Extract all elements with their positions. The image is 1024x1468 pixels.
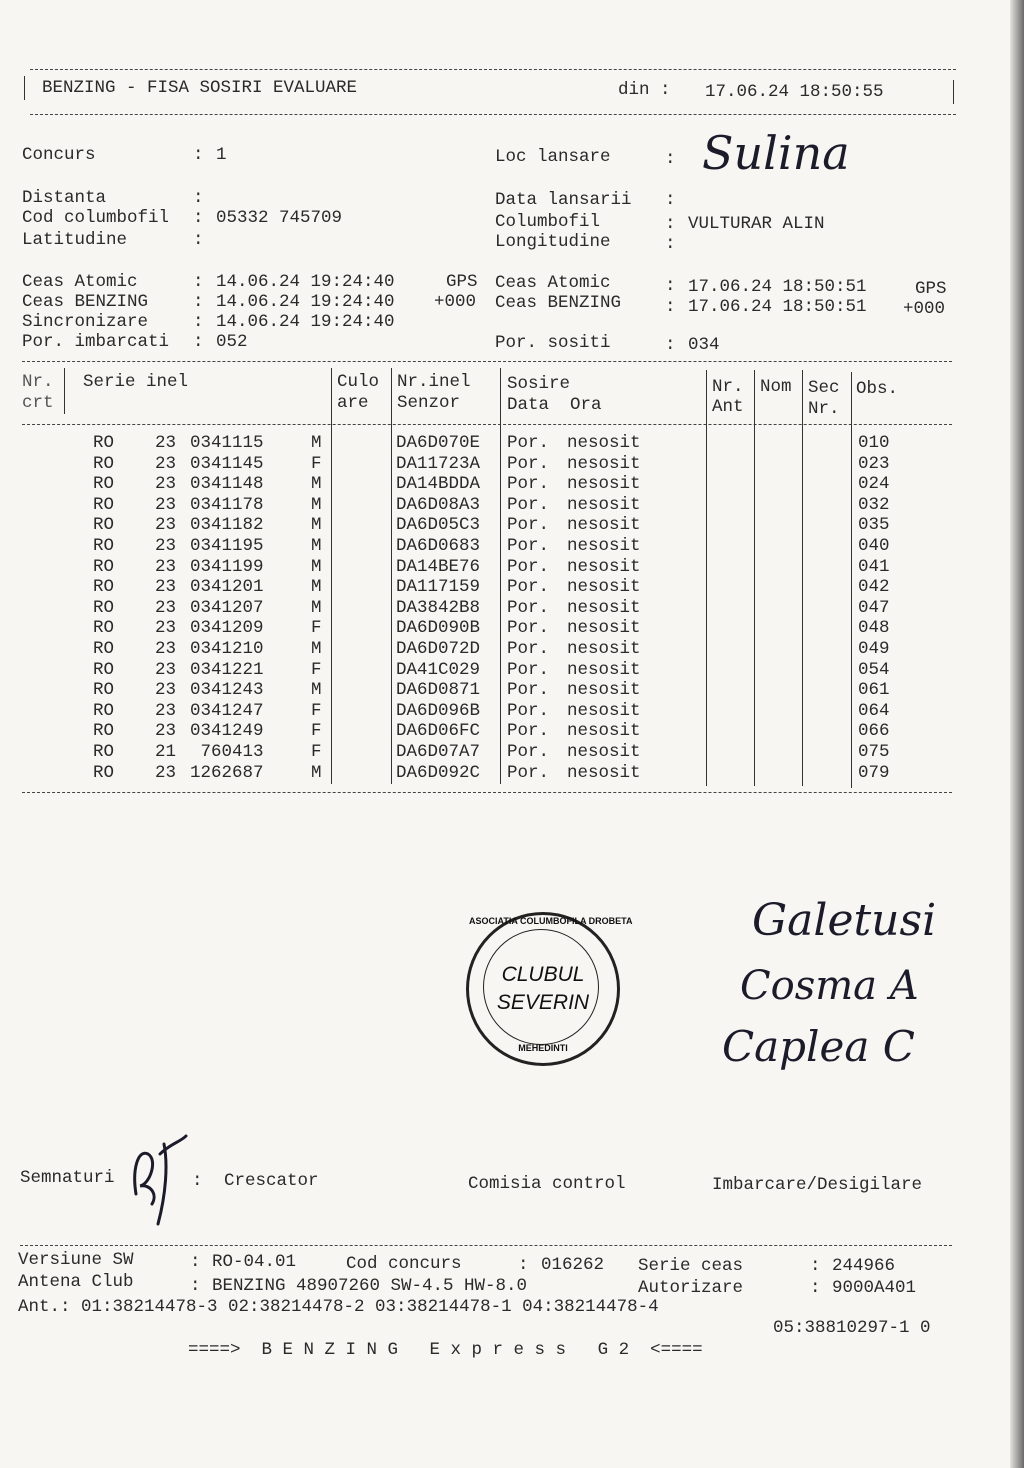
date-value: 17.06.24 18:50:55 [705, 82, 884, 102]
cell-ring: 0341243 [190, 680, 264, 701]
cell-status1: Por. [507, 556, 550, 577]
cell-ring: 0341201 [190, 577, 264, 598]
cell-sex: M [311, 639, 322, 659]
autorizare-value: 9000A401 [832, 1278, 917, 1298]
column-rule [754, 370, 755, 786]
cell-status2: nesosit [567, 742, 641, 762]
colon: : [810, 1256, 821, 1276]
divider [20, 1245, 952, 1246]
versiune-value: RO-04.01 [212, 1252, 297, 1272]
divider [30, 114, 956, 115]
versiune-label: Versiune SW [18, 1250, 134, 1270]
columbofil-label: Columbofil [495, 212, 601, 232]
colon: : [190, 1276, 201, 1296]
cell-sex: F [311, 453, 322, 474]
cell-status2: nesosit [567, 721, 641, 742]
cell-country: RO [93, 494, 115, 515]
stamp-line-2: SEVERIN [496, 991, 590, 1014]
cell-status2: nesosit [567, 700, 641, 721]
cell-status1: Por. [507, 453, 550, 474]
cod-columbofil-value: 05332 745709 [216, 208, 343, 228]
cell-obs: 048 [858, 618, 890, 639]
cell-status2: nesosit [567, 433, 641, 453]
handwritten-signature-2: Cosma A [740, 963, 919, 1009]
cell-status1: Por. [507, 494, 550, 515]
sincronizare-value: 14.06.24 19:24:40 [216, 312, 395, 332]
cell-year: 23 [155, 762, 177, 783]
cell-country: RO [93, 639, 115, 659]
cell-obs: 064 [858, 700, 890, 721]
club-stamp [466, 912, 633, 1066]
ceas-benzing-label-2: Ceas BENZING [495, 293, 622, 313]
breeder-signature [128, 1124, 190, 1228]
cell-status2: nesosit [567, 474, 641, 495]
colon: : [665, 234, 676, 254]
cell-sex: F [311, 659, 322, 680]
cell-year: 23 [155, 474, 177, 495]
cell-year: 23 [155, 721, 177, 742]
divider [22, 361, 952, 362]
cell-sex: M [311, 433, 322, 453]
cell-obs: 040 [858, 536, 890, 556]
cell-sex: M [311, 474, 322, 495]
cell-obs: 035 [858, 515, 890, 536]
sincronizare-label: Sincronizare [22, 312, 149, 332]
colon: : [192, 1171, 203, 1191]
cell-status2: nesosit [567, 597, 641, 618]
cell-country: RO [93, 453, 115, 474]
comisia-control-label: Comisia control [468, 1174, 626, 1194]
cell-country: RO [93, 721, 115, 742]
cell-obs: 032 [858, 494, 890, 515]
longitudine-label: Longitudine [495, 232, 611, 252]
handwritten-signature-3: Caplea C [722, 1022, 915, 1071]
cell-country: RO [93, 680, 115, 701]
cell-sex: F [311, 742, 322, 762]
cell-country: RO [93, 597, 115, 618]
cell-country: RO [93, 556, 115, 577]
cell-year: 23 [155, 639, 177, 659]
cell-sex: M [311, 536, 322, 556]
cell-ring: 1262687 [190, 762, 264, 783]
colon: : [193, 272, 204, 292]
scan-edge [1010, 0, 1024, 1468]
ceas-benzing-end-suffix: +000 [903, 299, 946, 319]
cell-country: RO [93, 700, 115, 721]
cell-sex: F [311, 721, 322, 742]
cell-year: 23 [155, 659, 177, 680]
cell-obs: 041 [858, 556, 890, 577]
cell-obs: 066 [858, 721, 890, 742]
cell-status2: nesosit [567, 494, 641, 515]
antenna-list: Ant.: 01:38214478-3 02:38214478-2 03:38214478-1 04:38214478-4 [18, 1297, 659, 1317]
cell-year: 23 [155, 536, 177, 556]
header-sec: Sec [808, 378, 840, 398]
colon: : [665, 149, 676, 169]
cell-ring: 0341115 [190, 433, 264, 453]
cell-status1: Por. [507, 762, 550, 783]
cell-ring: 0341210 [190, 639, 264, 659]
antena-label: Antena Club [18, 1272, 134, 1292]
cell-status2: nesosit [567, 639, 641, 659]
cell-year: 23 [155, 680, 177, 701]
column-rule [706, 370, 707, 786]
divider [30, 69, 956, 70]
header-serie-inel: Serie inel [83, 372, 189, 392]
antena-value: BENZING 48907260 SW-4.5 HW-8.0 [212, 1276, 528, 1296]
column-rule [391, 368, 392, 784]
cell-country: RO [93, 536, 115, 556]
colon: : [193, 312, 204, 332]
cod-concurs-label: Cod concurs [346, 1254, 462, 1274]
imbarcati-value: 052 [216, 332, 248, 352]
cell-country: RO [93, 577, 115, 598]
cell-year: 23 [155, 618, 177, 639]
ceas-benzing-label: Ceas BENZING [22, 292, 149, 312]
colon: : [518, 1255, 529, 1275]
cell-ring: 0341145 [190, 453, 264, 474]
ceas-benzing-end: 17.06.24 18:50:51 [688, 297, 867, 317]
cell-year: 23 [155, 515, 177, 536]
imbarcare-label: Imbarcare/Desigilare [712, 1175, 923, 1195]
header-nom: Nom [760, 377, 792, 397]
cell-year: 23 [155, 556, 177, 577]
cell-sensor: DA3842B8 [396, 597, 481, 618]
header-culoare: Culo [337, 372, 380, 392]
cell-obs: 049 [858, 639, 890, 659]
header-nr-ant: Nr. [712, 377, 744, 397]
cell-sensor: DA41C029 [396, 659, 481, 680]
cell-country: RO [93, 762, 115, 783]
cell-obs: 042 [858, 577, 890, 598]
cell-sensor: DA14BE76 [396, 556, 481, 577]
cell-status2: nesosit [567, 536, 641, 556]
cell-sex: F [311, 618, 322, 639]
cell-status2: nesosit [567, 680, 641, 701]
cell-year: 23 [155, 577, 177, 598]
cell-year: 23 [155, 494, 177, 515]
cell-obs: 024 [858, 474, 890, 495]
cell-status2: nesosit [567, 556, 641, 577]
ceas-atomic-end-suffix: GPS [915, 279, 947, 299]
loc-lansare-handwritten: Sulina [702, 126, 850, 180]
cell-sex: M [311, 577, 322, 598]
colon: : [665, 214, 676, 234]
cell-sensor: DA6D05C3 [396, 515, 481, 536]
cell-status1: Por. [507, 618, 550, 639]
cell-ring: 0341247 [190, 700, 264, 721]
colon: : [665, 276, 676, 296]
cell-status1: Por. [507, 515, 550, 536]
concurs-label: Concurs [22, 145, 96, 165]
ceas-benzing-start: 14.06.24 19:24:40 [216, 292, 395, 312]
column-rule [500, 368, 501, 784]
cell-obs: 054 [858, 659, 890, 680]
colon: : [193, 145, 204, 165]
colon: : [193, 188, 204, 208]
column-rule [331, 368, 332, 784]
serie-ceas-value: 244966 [832, 1256, 896, 1276]
cell-year: 23 [155, 453, 177, 474]
cell-status1: Por. [507, 433, 550, 453]
column-rule [851, 372, 852, 788]
colon: : [665, 335, 676, 355]
cell-sensor: DA6D096B [396, 700, 481, 721]
imbarcati-label: Por. imbarcati [22, 332, 170, 352]
sositi-label: Por. sositi [495, 333, 611, 353]
cell-status2: nesosit [567, 659, 641, 680]
cell-ring: 0341209 [190, 618, 264, 639]
cell-status1: Por. [507, 577, 550, 598]
colon: : [193, 332, 204, 352]
colon: : [193, 230, 204, 250]
stamp-top-text: ASOCIATIA COLUMBOFILA DROBETA [469, 916, 633, 926]
stamp-bottom-text: MEHEDINTI [518, 1043, 568, 1053]
cell-sensor: DA6D0683 [396, 536, 481, 556]
cell-sex: M [311, 556, 322, 577]
cell-obs: 075 [858, 742, 890, 762]
sositi-value: 034 [688, 335, 720, 355]
cell-sensor: DA14BDDA [396, 474, 481, 495]
cell-obs: 023 [858, 453, 890, 474]
document-title: BENZING - FISA SOSIRI EVALUARE [42, 78, 358, 98]
cell-status1: Por. [507, 639, 550, 659]
cell-ring: 0341207 [190, 597, 264, 618]
cell-year: 23 [155, 700, 177, 721]
cell-ring: 0341182 [190, 515, 264, 536]
cell-obs: 061 [858, 680, 890, 701]
header-obs: Obs. [856, 379, 899, 399]
cell-sex: M [311, 762, 322, 783]
cell-status1: Por. [507, 474, 550, 495]
cell-status1: Por. [507, 700, 550, 721]
cell-ring: 0341249 [190, 721, 264, 742]
cell-country: RO [93, 515, 115, 536]
header-nr: Nr. [22, 372, 54, 392]
cell-sex: F [311, 700, 322, 721]
cod-concurs-value: 016262 [541, 1255, 605, 1275]
colon: : [665, 297, 676, 317]
cell-ring: 0341178 [190, 494, 264, 515]
ceas-benzing-start-suffix: +000 [434, 292, 477, 312]
header-sec-nr: Nr. [808, 399, 840, 419]
cell-sensor: DA6D06FC [396, 721, 481, 742]
cell-ring: 0341199 [190, 556, 264, 577]
colon: : [193, 292, 204, 312]
cell-status2: nesosit [567, 762, 641, 783]
crescator-label: Crescator [224, 1171, 319, 1191]
ceas-atomic-start-suffix: GPS [446, 272, 478, 292]
colon: : [190, 1252, 201, 1272]
ceas-atomic-label: Ceas Atomic [22, 272, 138, 292]
divider [22, 792, 952, 793]
cell-sex: M [311, 494, 322, 515]
cell-country: RO [93, 433, 115, 453]
header-nr-inel: Nr.inel [397, 372, 471, 392]
cell-status1: Por. [507, 680, 550, 701]
cell-country: RO [93, 742, 115, 762]
header-data-ora: Data Ora [507, 395, 602, 415]
ceas-atomic-start: 14.06.24 19:24:40 [216, 272, 395, 292]
cell-status2: nesosit [567, 577, 641, 598]
serie-ceas-label: Serie ceas [638, 1256, 744, 1276]
cell-status1: Por. [507, 742, 550, 762]
cell-sensor: DA6D090B [396, 618, 481, 639]
cell-sex: M [311, 680, 322, 701]
cell-year: 23 [155, 597, 177, 618]
cell-sensor: DA11723A [396, 453, 481, 474]
header-culoare-2: are [337, 393, 369, 413]
cell-obs: 079 [858, 762, 890, 783]
divider [24, 76, 25, 100]
cell-obs: 010 [858, 433, 890, 453]
cell-status1: Por. [507, 597, 550, 618]
antenna-list-2: 05:38810297-1 0 [773, 1318, 931, 1338]
cell-status2: nesosit [567, 453, 641, 474]
colon: : [193, 208, 204, 228]
header-crt: crt [22, 393, 54, 413]
cell-country: RO [93, 474, 115, 495]
cell-ring: 0341195 [190, 536, 264, 556]
cell-ring: 0341221 [190, 659, 264, 680]
cell-sensor: DA6D092C [396, 762, 481, 783]
semnaturi-label: Semnaturi [20, 1168, 115, 1188]
cell-sensor: DA117159 [396, 577, 481, 598]
divider [953, 80, 954, 104]
divider [22, 424, 952, 425]
cell-ring: 760413 [200, 742, 264, 762]
cell-year: 23 [155, 433, 177, 453]
header-senzor: Senzor [397, 393, 461, 413]
cell-sensor: DA6D0871 [396, 680, 481, 701]
cell-year: 21 [155, 742, 177, 762]
columbofil-value: VULTURAR ALIN [688, 214, 825, 234]
ceas-atomic-label-2: Ceas Atomic [495, 273, 611, 293]
cell-status1: Por. [507, 721, 550, 742]
cell-status1: Por. [507, 659, 550, 680]
handwritten-signature-1: Galetusi [752, 895, 937, 946]
cell-country: RO [93, 659, 115, 680]
cell-sex: M [311, 515, 322, 536]
cell-sex: M [311, 597, 322, 618]
cell-status2: nesosit [567, 515, 641, 536]
cell-sensor: DA6D070E [396, 433, 481, 453]
autorizare-label: Autorizare [638, 1278, 744, 1298]
cell-obs: 047 [858, 597, 890, 618]
date-label: din : [618, 80, 671, 100]
cell-sensor: DA6D07A7 [396, 742, 481, 762]
cell-status1: Por. [507, 536, 550, 556]
loc-lansare-label: Loc lansare [495, 147, 611, 167]
cell-ring: 0341148 [190, 474, 264, 495]
header-sosire: Sosire [507, 374, 571, 394]
colon: : [665, 190, 676, 210]
cell-status2: nesosit [567, 618, 641, 639]
data-lansarii-label: Data lansarii [495, 190, 632, 210]
cell-sensor: DA6D08A3 [396, 494, 481, 515]
concurs-value: 1 [216, 145, 227, 165]
distanta-label: Distanta [22, 188, 107, 208]
cell-sensor: DA6D072D [396, 639, 481, 659]
column-rule [64, 368, 65, 414]
ceas-atomic-end: 17.06.24 18:50:51 [688, 277, 867, 297]
colon: : [810, 1278, 821, 1298]
cod-columbofil-label: Cod columbofil [22, 208, 170, 228]
column-rule [802, 370, 803, 786]
cell-country: RO [93, 618, 115, 639]
stamp-line-1: CLUBUL [501, 963, 585, 986]
header-ant: Ant [712, 397, 744, 417]
footer-banner: ====> B E N Z I N G E x p r e s s G 2 <==== [188, 1340, 703, 1360]
latitudine-label: Latitudine [22, 230, 128, 250]
